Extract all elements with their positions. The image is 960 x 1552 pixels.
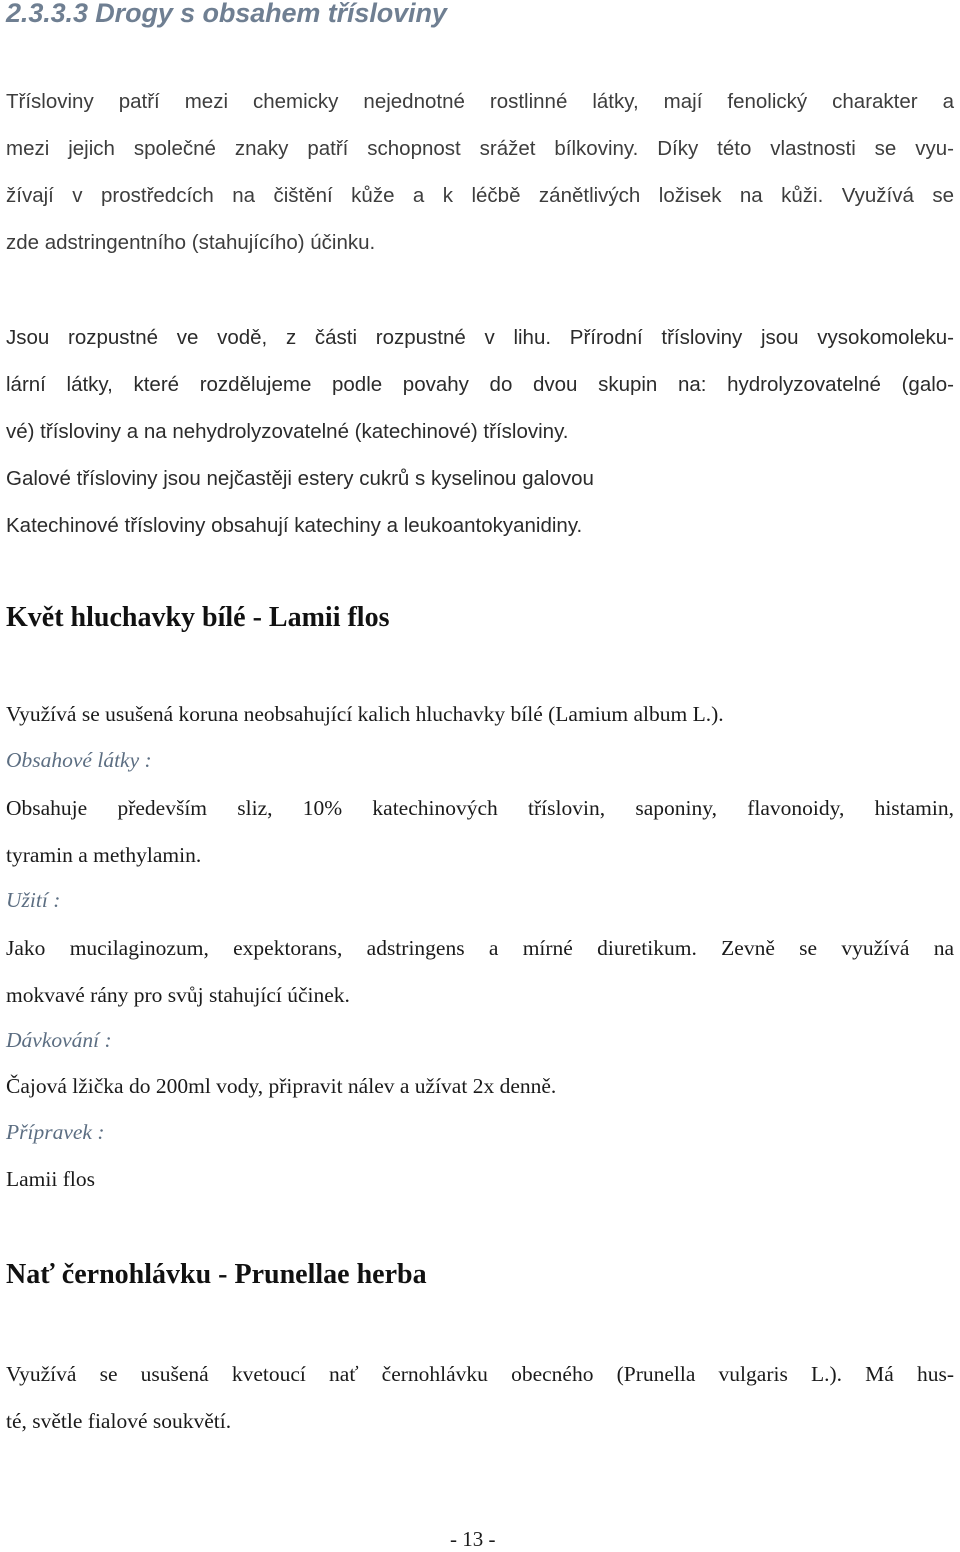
lamium-use-line-2: mokvavé rány pro svůj stahující účinek.: [6, 983, 350, 1007]
solubility-line-1-rest: Přírodní třísloviny jsou vysokomoleku-: [551, 326, 955, 349]
intro-line-3: žívají v prostředcích na čištění kůže a k léčbě zánětlivých ložisek na kůži. Využívá se: [6, 184, 954, 207]
prunella-paragraph: [6, 1351, 954, 1445]
intro-line-4: zde adstringentního (stahujícího) účinku.: [6, 231, 376, 254]
page-number: - 13 -: [450, 1527, 496, 1551]
prunella-line-1: Využívá se usušená kvetoucí nať černohlávku obecného (Prunella vulgaris L.). Má hus-: [6, 1362, 954, 1386]
section-heading: 2.3.3.3 Drogy s obsahem třísloviny: [6, 0, 447, 28]
lamium-preparation: Lamii flos: [6, 1167, 95, 1191]
solubility-line-1-sans: Jsou rozpustné ve vodě, z části rozpustné v lihu.: [6, 326, 552, 349]
lamium-use-line-1: Jako mucilaginozum, expektorans, adstringens a mírné diuretikum. Zevně se využívá na: [6, 936, 954, 960]
solubility-line-5: Katechinové třísloviny obsahují katechiny a leukoantokyanidiny.: [6, 514, 583, 537]
solubility-line-3: vé) třísloviny a na nehydrolyzovatelné (katechinové) třísloviny.: [6, 420, 569, 443]
lamium-use-label: Užití :: [6, 888, 61, 912]
lamium-dosage-label: Dávkování :: [6, 1028, 112, 1052]
lamium-contents-label: Obsahové látky :: [6, 748, 152, 772]
lamium-contents: [6, 785, 954, 879]
lamium-preparation-label: Přípravek :: [6, 1120, 105, 1144]
lamium-usage: Využívá se usušená koruna neobsahující kalich hluchavky bílé (Lamium album L.).: [6, 702, 724, 726]
lamium-use: [6, 925, 954, 1019]
solubility-paragraph: [6, 314, 954, 549]
lamium-contents-line-2: tyramin a methylamin.: [6, 843, 202, 867]
prunella-heading: Nať černohlávku - Prunellae herba: [6, 1259, 427, 1290]
solubility-line-1: [6, 314, 954, 361]
solubility-line-4: Galové třísloviny jsou nejčastěji estery cukrů s kyselinou galovou: [6, 467, 594, 490]
intro-line-2: mezi jejich společné znaky patří schopnost srážet bílkoviny. Díky této vlastnosti se vyu-: [6, 137, 954, 160]
lamium-heading: Květ hluchavky bílé - Lamii flos: [6, 602, 390, 633]
lamium-dosage: Čajová lžička do 200ml vody, připravit nálev a užívat 2x denně.: [6, 1074, 557, 1098]
lamium-contents-line-1: Obsahuje především sliz, 10% katechinových tříslovin, saponiny, flavonoidy, histamin,: [6, 796, 954, 820]
solubility-line-2: lární látky, které rozdělujeme podle povahy do dvou skupin na: hydrolyzovatelné (galo-: [6, 373, 954, 396]
prunella-line-2: té, světle fialové soukvětí.: [6, 1409, 232, 1433]
intro-paragraph: [6, 78, 954, 266]
intro-line-1: Třísloviny patří mezi chemicky nejednotné rostlinné látky, mají fenolický charakter a: [6, 90, 954, 113]
